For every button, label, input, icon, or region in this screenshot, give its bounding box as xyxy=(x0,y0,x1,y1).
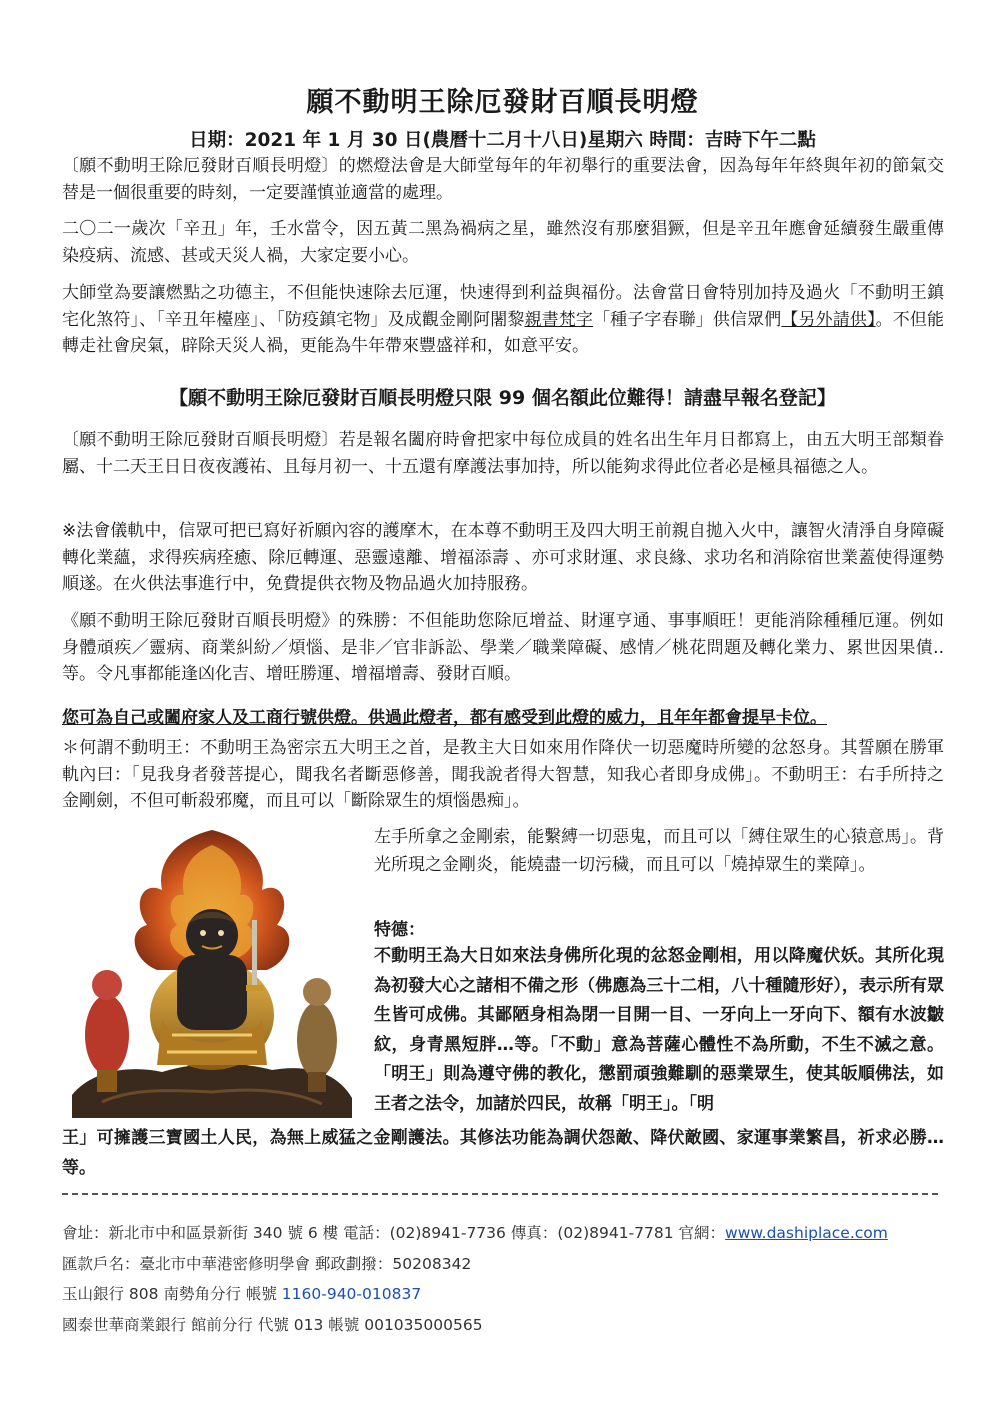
bank-1-account-number: 1160-940-010837 xyxy=(281,1285,422,1303)
footer-address-text: 會址：新北市中和區景新街 340 號 6 樓 電話：(02)8941-7736 傳真：(02)8941-7781 官網： xyxy=(62,1224,726,1242)
intro-paragraph-1: 〔願不動明王除厄發財百順長明燈〕的燃燈法會是大師堂每年的年初舉行的重要法會，因為每年年終與年初的節氣交替是一個很重要的時刻，一定要謹慎並適當的處理。 xyxy=(62,156,944,203)
page-title: 願不動明王除厄發財百順長明燈 xyxy=(306,87,699,118)
limited-slots-banner: 【願不動明王除厄發財百順長明燈只限 99 個名額此位難得！請盡早報名登記】 xyxy=(169,387,836,409)
bank-1-label: 玉山銀行 808 南勢角分行 帳號 xyxy=(62,1285,282,1303)
body-paragraph-fudo-intro: ＊何謂不動明王：不動明王為密宗五大明王之首，是教主大日如來用作降伏一切惡魔時所變的忿怒身。其誓願在勝軍軌內曰：「見我身者發菩提心，聞我名者斷惡修善，聞我說者得大智慧，知我心者即身成佛」。不動明王：右手所持之金剛劍，不但可斬殺邪魔，而且可以「斷除眾生的煩惱愚痴」。 xyxy=(62,738,944,811)
website-link[interactable]: www.dashiplace.com xyxy=(725,1224,888,1242)
body-paragraph-benefits: 《願不動明王除厄發財百順長明燈》的殊勝：不但能助您除厄增益、財運亨通、事事順旺！更能消除種種厄運。例如身體頑疾／靈病、商業糾紛／煩惱、是非／官非訴訟、學業／職業障礙、感情／桃花問題及轉化業力、累世因果債.. 等。令凡事都能逢凶化吉、增旺勝運、增福增壽、發財百順。 xyxy=(62,611,944,684)
intro-p3-part-c: 「種子字春聯」供信眾們 xyxy=(593,309,782,330)
separate-offering-note: 【另外請供】 xyxy=(781,309,876,330)
feature-paragraph: 不動明王為大日如來法身佛所化現的忿怒金剛相，用以降魔伏妖。其所化現為初發大心之諸相不備之形（佛應為三十二相，八十種隨形好），表示所有眾生皆可成佛。其鄙陋身相為閉一目開一目、一牙向上一牙向下、額有水波皺紋，身青黑短胖…等。「不動」意為菩薩心體性不為所動，不生不滅之意。「明王」則為遵守佛的教化，懲罰頑強難馴的惡業眾生，使其皈順佛法，如王者之法令，加諸於四民，故稱「明王」。「明 xyxy=(374,946,944,1114)
feature-heading: 特德： xyxy=(374,920,425,940)
body-paragraph-rope: 左手所拿之金剛索，能繫縛一切惡鬼，而且可以「縛住眾生的心猿意馬」。背光所現之金剛炎，能燒盡一切污穢，而且可以「燒掉眾生的業障」。 xyxy=(374,827,944,875)
body-paragraph-registration: 〔願不動明王除厄發財百順長明燈〕若是報名闔府時會把家中每位成員的姓名出生年月日都寫上，由五大明王部類眷屬、十二天王日日夜夜護祐、且每月初一、十五還有摩護法事加持，所以能夠求得此位者必是極具福德之人。 xyxy=(62,430,944,477)
footer-address xyxy=(62,1221,888,1243)
fudo-myoo-statue-image xyxy=(62,820,360,1118)
handwritten-sanskrit-link: 親書梵字 xyxy=(524,309,594,330)
event-dateline: 日期：2021 年 1 月 30 日(農曆十二月十八日)星期六 時間：吉時下午二點 xyxy=(189,130,816,151)
intro-p3-part-a: 大師堂為要讓燃點之功德主，不但能快速除去厄運，快速得到利益與福份。法會當日會特別加持及過火「不動明王鎮宅化煞符」、「辛丑年檯座」、「防疫鎮宅物」及成觀金剛阿闍黎 xyxy=(62,283,944,330)
footer-account: 匯款戶名：臺北市中華港密修明學會 郵政劃撥：50208342 xyxy=(62,1255,472,1273)
feature-paragraph-continued: 王」可擁護三寶國土人民，為無上威猛之金剛護法。其修法功能為調伏怨敵、降伏敵國、家運事業繁昌，祈求必勝…等。 xyxy=(62,1128,944,1178)
body-paragraph-ritual: ※法會儀軌中，信眾可把已寫好祈願內容的護摩木，在本尊不動明王及四大明王前親自拋入火中，讓智火清淨自身障礙轉化業蘊，求得疾病痊癒、除厄轉運、惡靈遠離、增福添壽 、亦可求財運、求良緣、求功名和消除宿世業蓋使得運勢順遂。在火供法事進行中，免費提供衣物及物品過火加持服務。 xyxy=(62,521,944,594)
section-divider xyxy=(62,1193,938,1195)
intro-paragraph-2: 二〇二一歲次「辛丑」年，壬水當令，因五黃二黑為禍病之星，雖然沒有那麼猖獗，但是辛丑年應會延續發生嚴重傳染疫病、流感、甚或天災人禍，大家定要小心。 xyxy=(62,219,944,266)
body-paragraph-emphasis: 您可為自己或闔府家人及工商行號供燈。供過此燈者，都有感受到此燈的威力，且年年都會提早卡位。 xyxy=(62,708,827,728)
footer-bank-2: 國泰世華商業銀行 館前分行 代號 013 帳號 001035000565 xyxy=(62,1316,483,1334)
intro-paragraph-3 xyxy=(62,280,944,360)
intro-p3-part-e: 。不但能轉走社會戾氣，辟除天災人禍，更能為牛年帶來豐盛祥和，如意平安。 xyxy=(62,309,945,356)
footer-bank-1 xyxy=(62,1282,421,1304)
